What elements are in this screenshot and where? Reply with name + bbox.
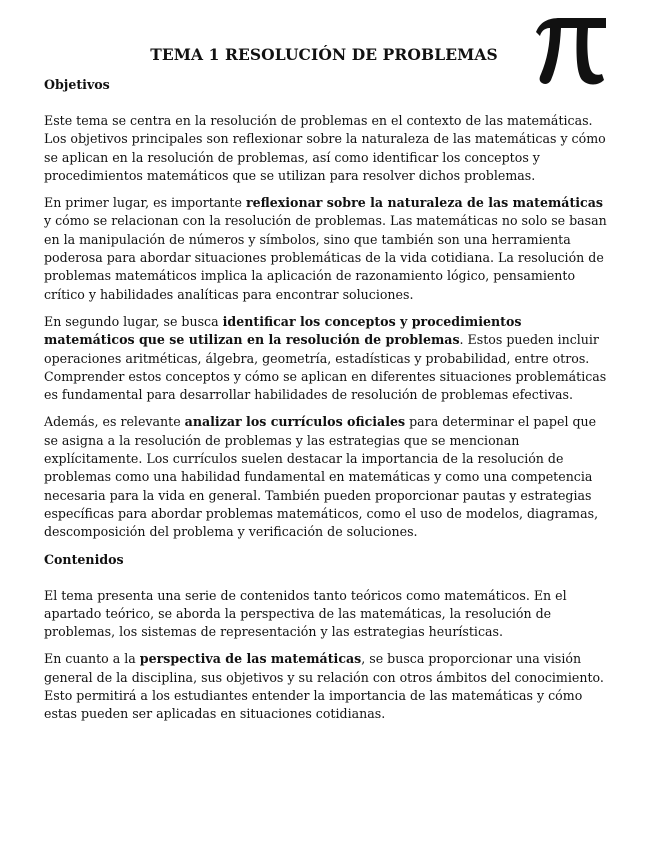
paragraph-emphasis: identificar los conceptos y procedimientos matemáticos que se utilizan en la resolución de problemas [44,313,522,348]
paragraph-emphasis: reflexionar sobre la naturaleza de las matemáticas [245,195,603,211]
paragraph-text: , se busca proporcionar una visión general de la disciplina, sus objetivos y su relación con otros ámbitos del conocimiento. Esto permitirá a los estudiantes entender la importancia de las matemáticas y cómo estas pueden ser aplicadas en situaciones cotidianas. [44,651,604,722]
paragraph-text: En cuanto a la [44,651,140,667]
paragraph-text: Además, es relevante [44,414,185,430]
paragraph-text: En primer lugar, es importante [44,195,246,211]
page-title: TEMA 1 RESOLUCIÓN DE PROBLEMAS [150,45,498,64]
paragraph [44,413,610,541]
paragraph-text: En segundo lugar, se busca [44,313,223,329]
paragraph: Este tema se centra en la resolución de problemas en el contexto de las matemáticas. Los objetivos principales son reflexionar sobre la naturaleza de las matemáticas y cómo se aplican en la resolución de problemas, así como identificar los conceptos y procedimientos matemáticos que se utilizan para resolver dichos problemas. [44,113,606,183]
paragraph-text: . Estos pueden incluir operaciones aritméticas, álgebra, geometría, estadísticas y probabilidad, entre otros. Comprender estos conceptos y cómo se aplican en diferentes situaciones problemáticas es fundamental para desarrollar habilidades de resolución de problemas efectivas. [44,332,607,403]
paragraph-text: y cómo se relacionan con la resolución de problemas. Las matemáticas no solo se basan en la manipulación de números y símbolos, sino que también son una herramienta poderosa para abordar situaciones problemáticas de la vida cotidiana. La resolución de problemas matemáticos implica la aplicación de razonamiento lógico, pensamiento crítico y habilidades analíticas para encontrar soluciones. [44,213,607,302]
paragraph-emphasis: analizar los currículos oficiales [184,414,406,430]
paragraph-emphasis: perspectiva de las matemáticas [139,651,362,667]
paragraph [44,194,610,304]
paragraph-text: para determinar el papel que se asigna a la resolución de problemas y las estrategias que se mencionan explícitamente. Los currículos suelen destacar la importancia de la resolución de problemas como una habilidad fundamental en matemáticas y como una competencia necesaria para la vida en general. También pueden proporcionar pautas y estrategias específicas para abordar problemas matemáticos, como el uso de modelos, diagramas, descomposición del problema y verificación de soluciones. [44,414,599,540]
paragraph [44,650,610,723]
document-body [44,76,610,724]
paragraph: El tema presenta una serie de contenidos tanto teóricos como matemáticos. En el apartado teórico, se aborda la perspectiva de las matemáticas, la resolución de problemas, los sistemas de representación y las estrategias heurísticas. [44,587,567,640]
section-heading-contenidos: Contenidos [44,551,124,567]
section-heading-objetivos: Objetivos [44,77,110,92]
paragraph [44,313,610,404]
